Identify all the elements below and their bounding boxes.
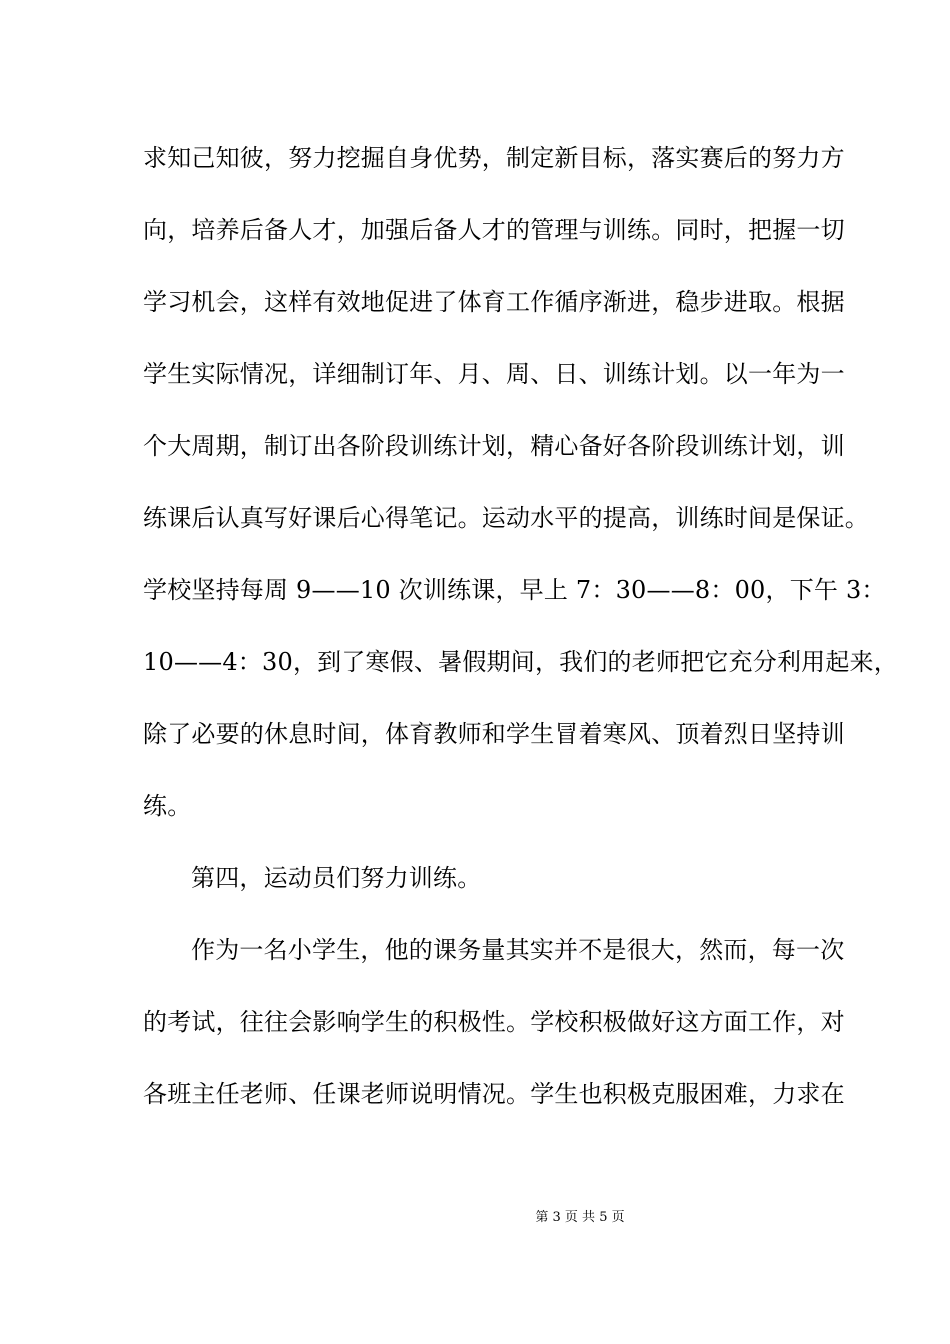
text-line: 的考试，往往会影响学生的积极性。学校积极做好这方面工作，对 — [143, 1008, 845, 1036]
text-line: 个大周期，制订出各阶段训练计划，精心备好各阶段训练计划，训 — [143, 432, 845, 460]
section-heading: 第四，运动员们努力训练。 — [191, 864, 482, 892]
text-line: 除了必要的休息时间，体育教师和学生冒着寒风、顶着烈日坚持训 — [143, 720, 845, 748]
text-line: 练。 — [143, 792, 192, 820]
text-line: 学校坚持每周 9——10 次训练课，早上 7：30——8：00，下午 3： — [143, 576, 886, 604]
text-line: 学生实际情况，详细制订年、月、周、日、训练计划。以一年为一 — [143, 360, 845, 388]
text-line: 各班主任老师、任课老师说明情况。学生也积极克服困难，力求在 — [143, 1080, 845, 1108]
page-number-footer: 第 3 页 共 5 页 — [535, 1210, 625, 1225]
text-line: 练课后认真写好课后心得笔记。运动水平的提高，训练时间是保证。 — [143, 504, 869, 532]
text-line: 10——4：30，到了寒假、暑假期间，我们的老师把它充分利用起来， — [143, 648, 898, 676]
text-line: 向，培养后备人才，加强后备人才的管理与训练。同时，把握一切 — [143, 216, 845, 244]
text-line: 求知己知彼，努力挖掘自身优势，制定新目标，落实赛后的努力方 — [143, 144, 845, 172]
text-line: 作为一名小学生，他的课务量其实并不是很大，然而，每一次 — [191, 936, 845, 964]
text-line: 学习机会，这样有效地促进了体育工作循序渐进，稳步进取。根据 — [143, 288, 845, 316]
